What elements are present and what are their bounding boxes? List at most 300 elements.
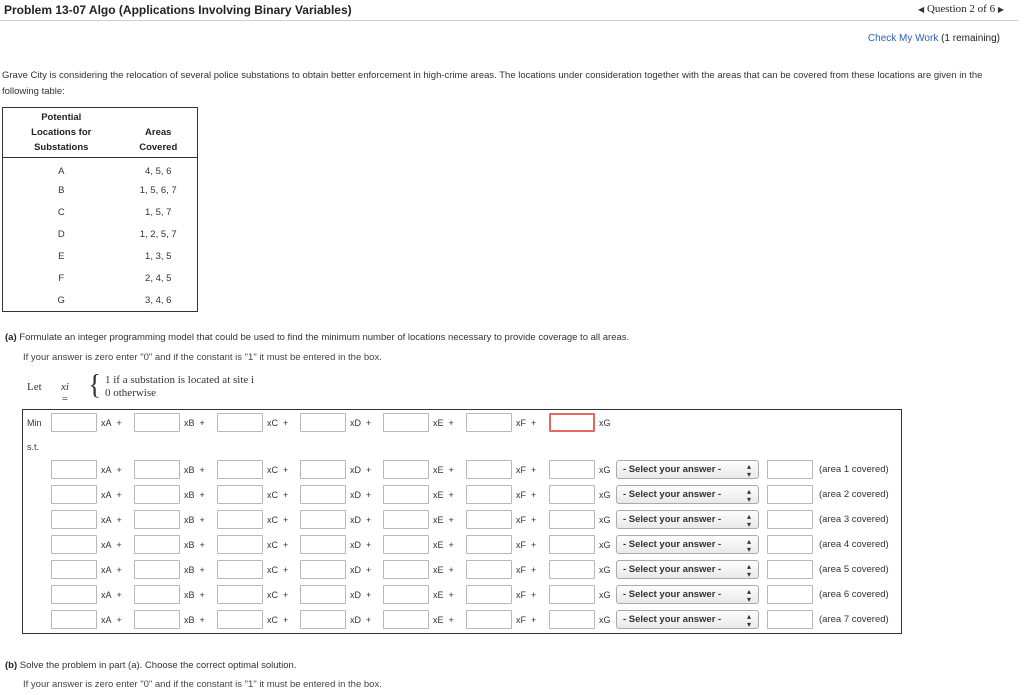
variable-name: xC	[267, 590, 278, 600]
constraint-coef-input[interactable]	[217, 460, 263, 479]
variable-name: xG	[599, 515, 611, 525]
constraint-coef-input[interactable]	[549, 610, 595, 629]
variable-term	[267, 615, 288, 625]
variable-name: xA	[101, 540, 112, 550]
variable-term	[516, 515, 536, 525]
constraint-coef-input[interactable]	[134, 485, 180, 504]
variable-term	[433, 465, 454, 475]
variable-name: xC	[267, 565, 278, 575]
constraint-coef-input[interactable]	[549, 560, 595, 579]
areas-cell: 1, 5, 6, 7	[139, 185, 177, 196]
constraint-coef-input[interactable]	[300, 535, 346, 554]
variable-name: xF	[516, 465, 526, 475]
table-row	[3, 290, 198, 312]
variable-name: xG	[599, 490, 611, 500]
relation-select[interactable]	[616, 585, 759, 604]
st-label: s.t.	[27, 442, 40, 452]
plus-sign: +	[199, 490, 205, 500]
constraint-coef-input[interactable]	[51, 610, 97, 629]
variable-term	[101, 565, 122, 575]
plus-sign: +	[531, 565, 537, 575]
variable-name: xC	[267, 615, 278, 625]
check-my-work-link[interactable]: Check My Work	[867, 33, 939, 44]
ip-model	[22, 409, 902, 634]
variable-term	[101, 615, 122, 625]
rhs-input[interactable]	[767, 510, 813, 529]
plus-sign: +	[116, 540, 122, 550]
variable-term	[101, 540, 122, 550]
select-placeholder: - Select your answer -	[623, 489, 722, 500]
table-row	[3, 246, 198, 268]
variable-term	[433, 590, 454, 600]
constraint-label: (area 7 covered)	[819, 614, 889, 625]
variable-name: xA	[101, 590, 112, 600]
constraint-coef-input[interactable]	[300, 460, 346, 479]
variable-name: xG	[599, 615, 611, 625]
constraint-coef-input[interactable]	[300, 485, 346, 504]
plus-sign: +	[283, 590, 289, 600]
objective-coef-input[interactable]	[217, 413, 263, 432]
rhs-input[interactable]	[767, 560, 813, 579]
plus-sign: +	[366, 490, 372, 500]
variable-term	[267, 565, 288, 575]
location-cell: F	[58, 273, 65, 284]
variable-term	[350, 515, 371, 525]
plus-sign: +	[448, 418, 454, 428]
plus-sign: +	[283, 515, 289, 525]
plus-sign: +	[531, 418, 537, 428]
case-two: 0 otherwise	[105, 387, 157, 399]
plus-sign: +	[283, 540, 289, 550]
part-b-note: If your answer is zero enter "0" and if the constant is "1" it must be entered in the box.	[23, 679, 382, 690]
plus-sign: +	[531, 540, 537, 550]
variable-name: xG	[599, 540, 611, 550]
header-areas: Areas Covered	[120, 108, 198, 158]
constraint-coef-input[interactable]	[51, 535, 97, 554]
constraint-coef-input[interactable]	[383, 535, 429, 554]
variable-name: xE	[433, 465, 444, 475]
plus-sign: +	[116, 515, 122, 525]
question-counter: Question 2 of 6	[926, 3, 996, 15]
variable-term	[433, 565, 454, 575]
constraint-label: (area 1 covered)	[819, 464, 889, 475]
variable-name: xA	[101, 515, 112, 525]
plus-sign: +	[199, 418, 205, 428]
variable-term	[101, 490, 122, 500]
constraint-coef-input[interactable]	[51, 485, 97, 504]
relation-select[interactable]	[616, 510, 759, 529]
plus-sign: +	[199, 465, 205, 475]
location-cell: D	[57, 229, 65, 240]
select-arrows-icon: ▴ ▾	[746, 537, 751, 554]
constraint-coef-input[interactable]	[383, 510, 429, 529]
constraint-coef-input[interactable]	[300, 585, 346, 604]
variable-name: xE	[433, 515, 444, 525]
variable-term	[184, 418, 205, 428]
areas-cell: 2, 4, 5	[145, 273, 172, 284]
variable-term	[184, 465, 205, 475]
plus-sign: +	[448, 490, 454, 500]
plus-sign: +	[531, 590, 537, 600]
select-placeholder: - Select your answer -	[623, 614, 722, 625]
header-locations: Potential Locations for Substations	[3, 108, 120, 158]
constraint-coef-input[interactable]	[466, 460, 512, 479]
variable-term	[101, 465, 122, 475]
variable-name: xA	[101, 565, 112, 575]
variable-name: xB	[184, 590, 195, 600]
objective-coef-input[interactable]	[383, 413, 429, 432]
plus-sign: +	[448, 515, 454, 525]
plus-sign: +	[116, 418, 122, 428]
variable-name: xA	[101, 465, 112, 475]
constraint-coef-input[interactable]	[217, 560, 263, 579]
variable-term	[433, 540, 454, 550]
areas-cell: 3, 4, 6	[145, 294, 172, 306]
constraint-coef-input[interactable]	[134, 460, 180, 479]
variable-term	[599, 418, 611, 428]
left-brace-icon: {	[88, 370, 102, 401]
part-a-label: (a)	[5, 332, 17, 343]
variable-term	[599, 515, 611, 525]
variable-term	[599, 615, 611, 625]
variable-name: xD	[350, 515, 361, 525]
variable-name: xF	[516, 418, 526, 428]
table-row	[3, 224, 198, 246]
select-placeholder: - Select your answer -	[623, 464, 722, 475]
plus-sign: +	[116, 565, 122, 575]
plus-sign: +	[531, 515, 537, 525]
variable-term	[516, 540, 536, 550]
constraint-coef-input[interactable]	[549, 535, 595, 554]
constraint-coef-input[interactable]	[217, 535, 263, 554]
relation-select[interactable]	[616, 560, 759, 579]
plus-sign: +	[283, 418, 289, 428]
constraint-label: (area 2 covered)	[819, 489, 889, 500]
select-placeholder: - Select your answer -	[623, 564, 722, 575]
part-a-prompt	[5, 332, 629, 343]
variable-name: xC	[267, 465, 278, 475]
variable-term	[433, 418, 454, 428]
variable-name: xF	[516, 615, 526, 625]
plus-sign: +	[366, 615, 372, 625]
variable-term	[184, 540, 205, 550]
constraint-label: (area 5 covered)	[819, 564, 889, 575]
location-cell: E	[58, 251, 65, 262]
table-row	[3, 158, 198, 180]
let-word: Let	[27, 381, 42, 393]
variable-name: xD	[350, 465, 361, 475]
variable-name: xC	[267, 490, 278, 500]
plus-sign: +	[283, 465, 289, 475]
plus-sign: +	[199, 565, 205, 575]
areas-cell: 4, 5, 6	[145, 166, 172, 178]
variable-name: xF	[516, 565, 526, 575]
constraint-coef-input[interactable]	[134, 535, 180, 554]
variable-name: xE	[433, 565, 444, 575]
variable-term	[184, 590, 205, 600]
relation-select[interactable]	[616, 610, 759, 629]
variable-name: xA	[101, 490, 112, 500]
constraint-coef-input[interactable]	[217, 510, 263, 529]
variable-term	[101, 590, 122, 600]
areas-cell: 1, 2, 5, 7	[139, 229, 177, 240]
part-a-note: If your answer is zero enter "0" and if the constant is "1" it must be entered in the box.	[23, 352, 382, 363]
prev-question-icon[interactable]: ◀	[918, 5, 925, 14]
variable-name: xD	[350, 418, 361, 428]
relation-select[interactable]	[616, 535, 759, 554]
constraint-label: (area 4 covered)	[819, 539, 889, 550]
variable-term	[433, 515, 454, 525]
objective-coef-input[interactable]	[300, 413, 346, 432]
variable-name: xG	[599, 565, 611, 575]
plus-sign: +	[366, 465, 372, 475]
variable-name: xA	[101, 418, 112, 428]
areas-cell: 1, 5, 7	[145, 207, 172, 218]
constraint-coef-input[interactable]	[134, 560, 180, 579]
plus-sign: +	[366, 565, 372, 575]
variable-term	[184, 615, 205, 625]
plus-sign: +	[116, 615, 122, 625]
part-b-text: Solve the problem in part (a). Choose the correct optimal solution.	[19, 660, 297, 671]
variable-name: xA	[101, 615, 112, 625]
plus-sign: +	[116, 465, 122, 475]
variable-term	[599, 590, 611, 600]
objective-coef-input[interactable]	[549, 413, 595, 432]
variable-name: xG	[599, 590, 611, 600]
constraint-coef-input[interactable]	[217, 610, 263, 629]
variable-term	[184, 515, 205, 525]
variable-name: xF	[516, 540, 526, 550]
location-cell: G	[57, 294, 65, 306]
objective-coef-input[interactable]	[466, 413, 512, 432]
constraint-coef-input[interactable]	[51, 460, 97, 479]
select-placeholder: - Select your answer -	[623, 514, 722, 525]
constraint-coef-input[interactable]	[51, 585, 97, 604]
constraint-coef-input[interactable]	[383, 560, 429, 579]
constraint-coef-input[interactable]	[466, 510, 512, 529]
select-arrows-icon: ▴ ▾	[746, 587, 751, 604]
constraint-coef-input[interactable]	[549, 585, 595, 604]
table-row	[3, 202, 198, 224]
constraint-coef-input[interactable]	[383, 460, 429, 479]
constraint-coef-input[interactable]	[134, 585, 180, 604]
select-arrows-icon: ▴ ▾	[746, 512, 751, 529]
variable-name: xD	[350, 615, 361, 625]
plus-sign: +	[366, 418, 372, 428]
part-b-label: (b)	[5, 660, 18, 671]
select-arrows-icon: ▴ ▾	[746, 562, 751, 579]
variable-term	[101, 418, 122, 428]
constraint-label: (area 6 covered)	[819, 589, 889, 600]
plus-sign: +	[283, 615, 289, 625]
variable-name: xF	[516, 515, 526, 525]
variable-term	[184, 490, 205, 500]
variable-term	[599, 465, 611, 475]
variable-name: xE	[433, 418, 444, 428]
rhs-input[interactable]	[767, 585, 813, 604]
variable-term	[516, 465, 536, 475]
variable-term	[350, 590, 371, 600]
constraint-coef-input[interactable]	[300, 510, 346, 529]
variable-name: xB	[184, 615, 195, 625]
constraint-coef-input[interactable]	[134, 510, 180, 529]
variable-term	[516, 590, 536, 600]
variable-term	[516, 418, 536, 428]
plus-sign: +	[116, 590, 122, 600]
variable-name: xF	[516, 490, 526, 500]
variable-term	[350, 465, 371, 475]
constraint-coef-input[interactable]	[466, 585, 512, 604]
plus-sign: +	[448, 465, 454, 475]
rhs-input[interactable]	[767, 535, 813, 554]
variable-term	[267, 515, 288, 525]
location-cell: C	[57, 207, 65, 218]
variable-name: xE	[433, 540, 444, 550]
plus-sign: +	[448, 565, 454, 575]
variable-term	[433, 615, 454, 625]
variable-term	[516, 565, 536, 575]
variable-term	[516, 490, 536, 500]
variable-name: xE	[433, 615, 444, 625]
variable-term	[599, 540, 611, 550]
variable-name: xF	[516, 590, 526, 600]
variable-term	[267, 590, 288, 600]
constraint-coef-input[interactable]	[51, 510, 97, 529]
problem-intro: Grave City is considering the relocation of several police substations to obtain better enforcement in high-crime areas. The locations under consideration together with the areas that can be covered from these locations are given in the following table:	[2, 70, 983, 97]
variable-name: xC	[267, 418, 278, 428]
constraint-coef-input[interactable]	[383, 610, 429, 629]
variable-name: xD	[350, 490, 361, 500]
table-row	[3, 180, 198, 202]
variable-term	[184, 565, 205, 575]
case-one: 1 if a substation is located at site i	[105, 374, 255, 386]
variable-term	[350, 418, 371, 428]
relation-select[interactable]	[616, 460, 759, 479]
plus-sign: +	[531, 465, 537, 475]
question-navigation	[918, 3, 1004, 15]
locations-table	[2, 107, 198, 312]
relation-select[interactable]	[616, 485, 759, 504]
plus-sign: +	[448, 540, 454, 550]
rhs-input[interactable]	[767, 485, 813, 504]
select-arrows-icon: ▴ ▾	[746, 462, 751, 479]
select-placeholder: - Select your answer -	[623, 589, 722, 600]
objective-coef-input[interactable]	[134, 413, 180, 432]
variable-name: xC	[267, 515, 278, 525]
constraint-coef-input[interactable]	[549, 485, 595, 504]
variable-name: xG	[599, 465, 611, 475]
plus-sign: +	[531, 490, 537, 500]
plus-sign: +	[531, 615, 537, 625]
constraint-coef-input[interactable]	[549, 460, 595, 479]
variable-name: xB	[184, 490, 195, 500]
problem-title: Problem 13-07 Algo (Applications Involving Binary Variables)	[4, 3, 352, 17]
variable-name: xB	[184, 465, 195, 475]
variable-term	[267, 490, 288, 500]
variable-term	[433, 490, 454, 500]
rhs-input[interactable]	[767, 460, 813, 479]
plus-sign: +	[199, 515, 205, 525]
plus-sign: +	[366, 540, 372, 550]
check-remaining: (1 remaining)	[941, 33, 1000, 44]
constraint-coef-input[interactable]	[466, 535, 512, 554]
min-label: Min	[27, 418, 42, 428]
plus-sign: +	[116, 490, 122, 500]
location-cell: B	[58, 185, 65, 196]
select-arrows-icon: ▴ ▾	[746, 612, 751, 629]
constraint-coef-input[interactable]	[217, 485, 263, 504]
variable-term	[101, 515, 122, 525]
variable-term	[350, 565, 371, 575]
variable-term	[350, 615, 371, 625]
variable-name: xC	[267, 540, 278, 550]
constraint-coef-input[interactable]	[134, 610, 180, 629]
plus-sign: +	[448, 590, 454, 600]
variable-name: xD	[350, 540, 361, 550]
part-a-text: Formulate an integer programming model that could be used to find the minimum number of locations necessary to provide coverage to all areas.	[19, 332, 630, 343]
constraint-coef-input[interactable]	[383, 585, 429, 604]
plus-sign: +	[448, 615, 454, 625]
variable-term	[350, 490, 371, 500]
constraint-coef-input[interactable]	[383, 485, 429, 504]
constraint-label: (area 3 covered)	[819, 514, 889, 525]
objective-coef-input[interactable]	[51, 413, 97, 432]
variable-term	[267, 465, 288, 475]
constraint-coef-input[interactable]	[549, 510, 595, 529]
location-cell: A	[58, 166, 65, 178]
variable-name: xB	[184, 515, 195, 525]
plus-sign: +	[283, 565, 289, 575]
variable-term	[267, 418, 288, 428]
constraint-coef-input[interactable]	[466, 610, 512, 629]
variable-xi: xi =	[61, 381, 69, 405]
constraint-coef-input[interactable]	[51, 560, 97, 579]
rhs-input[interactable]	[767, 610, 813, 629]
next-question-icon[interactable]: ▶	[997, 5, 1004, 14]
constraint-coef-input[interactable]	[300, 610, 346, 629]
areas-cell: 1, 3, 5	[145, 251, 172, 262]
variable-name: xD	[350, 565, 361, 575]
page-header	[0, 0, 1018, 21]
plus-sign: +	[199, 540, 205, 550]
variable-name: xE	[433, 490, 444, 500]
variable-name: xB	[184, 540, 195, 550]
variable-term	[350, 540, 371, 550]
plus-sign: +	[199, 590, 205, 600]
variable-name: xD	[350, 590, 361, 600]
part-b-prompt	[5, 660, 296, 671]
variable-term	[599, 490, 611, 500]
variable-name: xB	[184, 565, 195, 575]
table-row	[3, 268, 198, 290]
select-arrows-icon: ▴ ▾	[746, 487, 751, 504]
variable-term	[267, 540, 288, 550]
plus-sign: +	[366, 515, 372, 525]
check-my-work	[868, 33, 1000, 44]
plus-sign: +	[283, 490, 289, 500]
constraint-coef-input[interactable]	[466, 485, 512, 504]
constraint-coef-input[interactable]	[217, 585, 263, 604]
variable-term	[516, 615, 536, 625]
constraint-coef-input[interactable]	[466, 560, 512, 579]
plus-sign: +	[199, 615, 205, 625]
constraint-coef-input[interactable]	[300, 560, 346, 579]
variable-name: xE	[433, 590, 444, 600]
plus-sign: +	[366, 590, 372, 600]
variable-name: xG	[599, 418, 611, 428]
select-placeholder: - Select your answer -	[623, 539, 722, 550]
variable-name: xB	[184, 418, 195, 428]
